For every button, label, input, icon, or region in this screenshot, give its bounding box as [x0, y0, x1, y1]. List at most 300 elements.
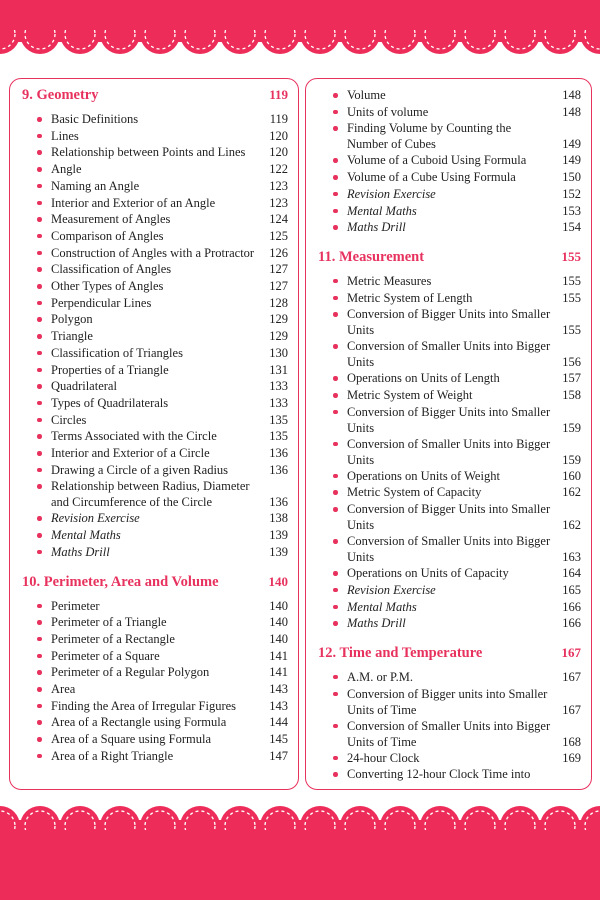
toc-entry — [10, 731, 300, 748]
page-number: 163 — [562, 550, 581, 565]
entry-title: Finding Volume by Counting the Number of Cubes — [347, 121, 512, 152]
page-number: 166 — [562, 616, 581, 631]
entry-title: Conversion of Bigger Units into Smaller Units — [347, 502, 551, 533]
page-number: 140 — [269, 598, 288, 613]
entry-title: Interior and Exterior of a Circle — [51, 446, 210, 460]
chapter-heading — [306, 645, 593, 667]
entry-title: Mental Maths — [347, 203, 417, 218]
entry-title: Perimeter of a Regular Polygon — [51, 665, 210, 680]
entry-title: Drawing a Circle of a given Radius — [51, 462, 229, 477]
page-number: 129 — [269, 312, 288, 327]
bullet-icon — [37, 654, 42, 659]
entry-title: Measurement of Angles — [51, 212, 171, 227]
toc-entry — [10, 328, 300, 345]
entry-title: Triangle — [51, 329, 93, 344]
toc-entry — [10, 527, 300, 544]
page-number: 119 — [269, 87, 288, 102]
scallop-bump — [60, 30, 100, 54]
entry-title: Relationship between Radius, Diameter and Circumference of the Circle — [51, 479, 250, 510]
bullet-icon — [37, 384, 42, 389]
bullet-icon — [37, 284, 42, 289]
toc-entry — [306, 186, 593, 203]
entry-title: Operations on Units of Weight — [347, 468, 500, 483]
toc-entry — [10, 395, 300, 412]
top-scallop-border — [0, 30, 600, 62]
bullet-icon — [37, 401, 42, 406]
entry-title: Lines — [51, 128, 79, 143]
toc-entry — [306, 306, 593, 338]
page-number: 169 — [562, 750, 581, 765]
entry-title: Revision Exercise — [347, 582, 436, 597]
page-number: 139 — [269, 544, 288, 559]
entry-title: Area of a Right Triangle — [51, 748, 174, 763]
toc-entry — [306, 404, 593, 436]
toc-entry — [306, 582, 593, 599]
entry-title: Classification of Triangles — [51, 345, 183, 360]
entry-title: Area — [51, 682, 76, 696]
entry-title: Volume of a Cube Using Formula — [347, 170, 516, 185]
entry-title: Conversion of Bigger units into Smaller Units of Time — [347, 686, 548, 717]
page-number: 139 — [269, 528, 288, 543]
page-number: 127 — [269, 262, 288, 277]
toc-entry — [10, 614, 300, 631]
bullet-icon — [333, 724, 338, 729]
page-number: 135 — [269, 429, 288, 444]
entry-title: Properties of a Triangle — [51, 362, 169, 377]
page-number: 162 — [562, 485, 581, 500]
toc-entry — [10, 598, 300, 615]
page-number: 127 — [269, 279, 288, 293]
scallop-bump — [300, 806, 340, 830]
entry-title: Operations on Units of Length — [347, 371, 500, 386]
bullet-icon — [333, 312, 338, 317]
toc-entry — [306, 169, 593, 186]
bullet-icon — [333, 490, 338, 495]
page-number: 166 — [562, 599, 581, 614]
toc-entry — [306, 750, 593, 767]
bullet-icon — [333, 692, 338, 697]
toc-entry — [306, 120, 593, 152]
entry-title: Metric System of Weight — [347, 388, 473, 402]
page-number: 123 — [269, 178, 288, 193]
entry-title: Maths Drill — [347, 220, 406, 235]
bullet-icon — [37, 637, 42, 642]
page-number: 149 — [562, 137, 581, 152]
entry-title: Polygon — [51, 312, 93, 327]
scallop-bump — [180, 30, 220, 54]
bullet-icon — [333, 225, 338, 230]
page-number: 140 — [269, 615, 288, 630]
entry-title: Conversion of Smaller Units into Bigger Units of Time — [347, 718, 551, 749]
scallop-bump — [20, 30, 60, 54]
scallop-bump — [540, 30, 580, 54]
scallop-bump — [100, 806, 140, 830]
bullet-icon — [37, 167, 42, 172]
bullet-icon — [37, 737, 42, 742]
page-number: 155 — [562, 323, 581, 338]
entry-title: 24-hour Clock — [347, 750, 420, 765]
page-number: 126 — [269, 245, 288, 260]
chapter-heading — [10, 574, 300, 596]
page-number: 140 — [268, 573, 288, 589]
toc-entry — [10, 664, 300, 681]
entry-title: Construction of Angles with a Protractor — [51, 245, 255, 260]
page-number: 129 — [269, 329, 288, 344]
entry-title: Types of Quadrilaterals — [51, 395, 169, 410]
page-number: 136 — [269, 495, 288, 510]
toc-entry — [306, 219, 593, 236]
toc-left-column — [9, 78, 299, 790]
entry-title: Units of volume — [347, 104, 429, 119]
toc-entry — [10, 178, 300, 195]
bullet-icon — [37, 516, 42, 521]
page-number: 158 — [562, 388, 581, 402]
toc-entry — [10, 681, 300, 698]
scallop-bump — [500, 806, 540, 830]
toc-entry — [10, 295, 300, 312]
page-number: 162 — [562, 518, 581, 533]
bullet-icon — [333, 126, 338, 131]
bullet-icon — [333, 756, 338, 761]
page-number: 143 — [269, 682, 288, 696]
page-number: 131 — [269, 362, 288, 377]
bullet-icon — [333, 296, 338, 301]
bullet-icon — [333, 539, 338, 544]
bullet-icon — [37, 201, 42, 206]
bullet-icon — [37, 468, 42, 473]
toc-entry — [306, 468, 593, 485]
bullet-icon — [37, 117, 42, 122]
bullet-icon — [37, 451, 42, 456]
toc-entry — [10, 228, 300, 245]
bullet-icon — [333, 93, 338, 98]
bullet-icon — [37, 150, 42, 155]
scallop-bump — [140, 30, 180, 54]
bullet-icon — [37, 301, 42, 306]
toc-entry — [10, 428, 300, 445]
entry-title: Perimeter of a Square — [51, 648, 160, 663]
bullet-icon — [37, 620, 42, 625]
bullet-icon — [37, 251, 42, 256]
page-number: 159 — [562, 452, 581, 467]
bullet-icon — [37, 234, 42, 239]
page-number: 123 — [269, 195, 288, 210]
entry-title: Angle — [51, 162, 82, 177]
scallop-bump — [20, 806, 60, 830]
page-number: 141 — [269, 648, 288, 663]
toc-entry — [10, 245, 300, 262]
scallop-bump — [540, 806, 580, 830]
bullet-icon — [333, 571, 338, 576]
entry-title: Conversion of Bigger Units into Smaller Units — [347, 404, 551, 435]
entry-title: Classification of Angles — [51, 262, 172, 277]
entry-title: Area of a Rectangle using Formula — [51, 715, 227, 730]
toc-entry — [10, 128, 300, 145]
scallop-bump — [380, 806, 420, 830]
page-number: 130 — [269, 345, 288, 360]
toc-entry — [10, 195, 300, 212]
page-number: 147 — [269, 748, 288, 763]
bullet-icon — [37, 317, 42, 322]
bullet-icon — [37, 368, 42, 373]
toc-entry — [306, 387, 593, 404]
page-number: 155 — [562, 273, 581, 288]
entry-title: A.M. or P.M. — [347, 669, 413, 684]
page-number: 135 — [269, 412, 288, 427]
bullet-icon — [333, 410, 338, 415]
page-number: 167 — [561, 644, 581, 660]
toc-entry — [306, 686, 593, 718]
bullet-icon — [333, 474, 338, 479]
chapter-title: 9. Geometry — [22, 87, 99, 103]
bullet-icon — [333, 588, 338, 593]
entry-title: Circles — [51, 412, 87, 427]
toc-entry — [306, 290, 593, 307]
toc-entry — [306, 599, 593, 616]
scallop-bump — [260, 30, 300, 54]
toc-entry — [306, 370, 593, 387]
chapter-title: 11. Measurement — [318, 248, 425, 265]
toc-entry — [306, 718, 593, 750]
scallop-bump — [420, 30, 460, 54]
page-number: 157 — [562, 371, 581, 386]
page-number: 165 — [562, 582, 581, 597]
page-number: 160 — [562, 468, 581, 483]
toc-entry — [10, 544, 300, 561]
page-number: 140 — [269, 631, 288, 646]
bullet-icon — [37, 670, 42, 675]
page-number: 120 — [269, 128, 288, 143]
bullet-icon — [37, 267, 42, 272]
entry-title: Terms Associated with the Circle — [51, 429, 217, 444]
page-number: 156 — [562, 355, 581, 370]
bullet-icon — [37, 434, 42, 439]
toc-right-column — [305, 78, 592, 790]
entry-title: Operations on Units of Capacity — [347, 566, 509, 581]
toc-entry — [306, 533, 593, 565]
scallop-bump — [100, 30, 140, 54]
scallop-bump — [460, 806, 500, 830]
toc-entry — [306, 152, 593, 169]
entry-title: Comparison of Angles — [51, 228, 164, 243]
scallop-bump — [420, 806, 460, 830]
scallop-bump — [500, 30, 540, 54]
entry-title: Relationship between Points and Lines — [51, 145, 246, 160]
scallop-bump — [180, 806, 220, 830]
scallop-bump — [580, 30, 600, 54]
scallop-bump — [0, 30, 20, 54]
entry-title: Quadrilateral — [51, 379, 117, 394]
toc-entry — [10, 748, 300, 765]
toc-entry — [10, 698, 300, 715]
toc-entry — [306, 203, 593, 220]
page-number: 136 — [269, 462, 288, 477]
scallop-bump — [0, 806, 20, 830]
scallop-bump — [460, 30, 500, 54]
page-number: 133 — [269, 379, 288, 394]
bullet-icon — [37, 720, 42, 725]
page-number: 154 — [562, 220, 581, 235]
entry-title: Area of a Square using Formula — [51, 732, 212, 747]
page-number: 167 — [562, 669, 581, 684]
entry-title: Perpendicular Lines — [51, 295, 152, 310]
entry-title: Conversion of Smaller Units into Bigger Units — [347, 534, 551, 565]
entry-title: Metric System of Capacity — [347, 485, 482, 500]
entry-title: Maths Drill — [347, 616, 406, 631]
page-number: 133 — [269, 395, 288, 410]
entry-title: Metric Measures — [347, 273, 432, 288]
bullet-icon — [37, 184, 42, 189]
page-number: 119 — [269, 112, 288, 126]
bullet-icon — [333, 344, 338, 349]
toc-entry — [306, 766, 593, 783]
page-number: 145 — [269, 732, 288, 747]
bullet-icon — [333, 192, 338, 197]
entry-title: Revision Exercise — [51, 511, 140, 526]
scallop-bump — [220, 806, 260, 830]
page-number: 136 — [269, 446, 288, 460]
toc-entry — [10, 631, 300, 648]
toc-entry — [306, 338, 593, 370]
toc-entry — [10, 211, 300, 228]
entry-title: Metric System of Length — [347, 290, 473, 305]
scallop-bump — [220, 30, 260, 54]
bullet-icon — [37, 217, 42, 222]
page-number: 143 — [269, 698, 288, 713]
scallop-bump — [260, 806, 300, 830]
bullet-icon — [37, 134, 42, 139]
page-number: 148 — [562, 88, 581, 102]
toc-entry — [10, 144, 300, 161]
bullet-icon — [37, 533, 42, 538]
entry-title: Converting 12-hour Clock Time into — [347, 767, 531, 782]
scallop-bump — [580, 806, 600, 830]
toc-entry — [10, 261, 300, 278]
page-number: 159 — [562, 420, 581, 435]
page-number: 148 — [562, 104, 581, 119]
bullet-icon — [37, 550, 42, 555]
toc-entry — [306, 565, 593, 582]
scallop-bump — [380, 30, 420, 54]
toc-entry — [10, 648, 300, 665]
bullet-icon — [37, 687, 42, 692]
page-number: 168 — [562, 734, 581, 749]
bullet-icon — [37, 604, 42, 609]
page-number: 144 — [269, 715, 288, 730]
entry-title: Naming an Angle — [51, 178, 140, 193]
bullet-icon — [333, 621, 338, 626]
bullet-icon — [333, 675, 338, 680]
toc-entry — [10, 311, 300, 328]
bullet-icon — [333, 175, 338, 180]
entry-title: Volume of a Cuboid Using Formula — [347, 153, 527, 168]
page-number: 152 — [562, 186, 581, 201]
chapter-heading — [10, 87, 300, 109]
scallop-bump — [340, 30, 380, 54]
bullet-icon — [333, 158, 338, 163]
entry-title: Maths Drill — [51, 544, 110, 559]
bottom-decorative-band — [0, 820, 600, 900]
bullet-icon — [333, 393, 338, 398]
bullet-icon — [333, 507, 338, 512]
entry-title: Perimeter of a Triangle — [51, 615, 167, 630]
page-number: 120 — [269, 145, 288, 160]
bullet-icon — [333, 605, 338, 610]
toc-entry — [10, 378, 300, 395]
toc-entry — [10, 345, 300, 362]
toc-entry — [10, 462, 300, 479]
scallop-bump — [60, 806, 100, 830]
toc-entry — [306, 484, 593, 501]
toc-entry — [306, 669, 593, 686]
toc-entry — [10, 362, 300, 379]
entry-title: Perimeter — [51, 598, 100, 613]
chapter-heading — [306, 249, 593, 271]
scallop-bump — [300, 30, 340, 54]
page-number: 128 — [269, 295, 288, 310]
bullet-icon — [333, 772, 338, 777]
entry-title: Finding the Area of Irregular Figures — [51, 698, 237, 713]
scallop-bump — [140, 806, 180, 830]
bullet-icon — [37, 334, 42, 339]
page-number: 164 — [562, 566, 581, 581]
entry-title: Mental Maths — [347, 599, 417, 614]
bullet-icon — [333, 209, 338, 214]
toc-entry — [10, 445, 300, 462]
page-number: 122 — [269, 162, 288, 177]
toc-entry — [10, 111, 300, 128]
toc-entry — [306, 273, 593, 290]
bullet-icon — [37, 754, 42, 759]
bullet-icon — [333, 376, 338, 381]
scallop-bump — [340, 806, 380, 830]
toc-entry — [10, 161, 300, 178]
page-number: 167 — [562, 702, 581, 717]
page-number: 124 — [269, 212, 288, 227]
toc-entry — [10, 412, 300, 429]
toc-entry — [306, 87, 593, 104]
bullet-icon — [37, 484, 42, 489]
toc-entry — [10, 278, 300, 295]
page-number: 155 — [562, 290, 581, 305]
toc-entry — [10, 478, 300, 510]
entry-title: Conversion of Smaller Units into Bigger Units — [347, 436, 551, 467]
bullet-icon — [37, 704, 42, 709]
page-number: 153 — [562, 203, 581, 218]
page-number: 149 — [562, 153, 581, 168]
toc-entry — [306, 615, 593, 632]
bullet-icon — [333, 110, 338, 115]
entry-title: Revision Exercise — [347, 186, 436, 201]
entry-title: Volume — [347, 88, 386, 102]
bullet-icon — [333, 279, 338, 284]
entry-title: Conversion of Smaller Units into Bigger Units — [347, 339, 551, 370]
entry-title: Conversion of Bigger Units into Smaller Units — [347, 307, 551, 338]
bullet-icon — [37, 418, 42, 423]
page-number: 125 — [269, 228, 288, 243]
entry-title: Other Types of Angles — [51, 279, 164, 293]
chapter-title: 12. Time and Temperature — [318, 644, 483, 661]
chapter-title: 10. Perimeter, Area and Volume — [22, 573, 219, 590]
page-number: 141 — [269, 665, 288, 680]
bullet-icon — [37, 351, 42, 356]
entry-title: Mental Maths — [51, 528, 121, 543]
page-number: 150 — [562, 170, 581, 185]
bullet-icon — [333, 442, 338, 447]
toc-entry — [10, 510, 300, 527]
page-number: 155 — [561, 248, 581, 264]
toc-entry — [306, 501, 593, 533]
